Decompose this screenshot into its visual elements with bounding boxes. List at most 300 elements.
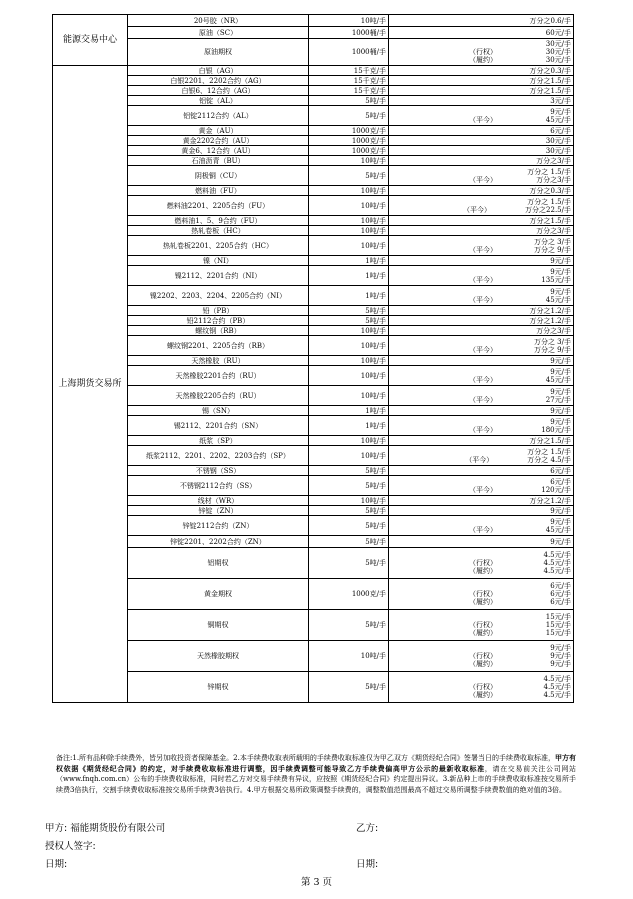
contract-unit-cell: 10吨/手 [309, 336, 389, 356]
fee-value: 9元/手 [550, 287, 571, 296]
contract-unit-cell: 10吨/手 [309, 436, 389, 446]
contract-unit-cell: 15千克/手 [309, 86, 389, 96]
fee-value: 万分之1.2/手 [529, 306, 571, 315]
variety-cell: 燃料油1、5、9合约（FU） [128, 216, 309, 226]
fee-type-label: （平今） [469, 115, 497, 124]
fee-cell [389, 156, 574, 166]
contract-unit-cell: 15千克/手 [309, 66, 389, 76]
fee-line [389, 268, 571, 276]
variety-cell: 铜期权 [128, 610, 309, 641]
table-row [53, 516, 574, 536]
contract-unit-cell: 1000桶/手 [309, 39, 389, 66]
contract-unit-cell: 1000克/手 [309, 136, 389, 146]
fee-line [389, 147, 571, 155]
fee-value: 30元/手 [545, 56, 571, 64]
fee-value: 9元/手 [550, 367, 571, 376]
fee-type-label: （平今） [469, 375, 497, 384]
variety-cell: 锌锭2201、2202合约（ZN） [128, 536, 309, 548]
page-number: 第 3 页 [300, 877, 333, 888]
fee-cell [389, 306, 574, 316]
fee-type-label: （平今） [469, 525, 497, 534]
table-row [53, 136, 574, 146]
fee-cell [389, 466, 574, 476]
table-row [53, 336, 574, 356]
table-row [53, 610, 574, 641]
contract-unit-cell: 5吨/手 [309, 96, 389, 106]
fee-value: 15元/手 [545, 629, 571, 637]
remarks-part-1: 备注:1.所有品种除手续费外，皆另加收投资者保障基金。2.本手续费收取表所载明的手续费收取标准仅为甲乙双方《期货经纪合同》签署当日的手续费收取标准， [56, 754, 555, 762]
fee-cell [389, 356, 574, 366]
variety-cell: 铅（PB） [128, 306, 309, 316]
contract-unit-cell: 5吨/手 [309, 516, 389, 536]
fee-line [389, 538, 571, 546]
fee-line [389, 157, 571, 165]
fee-value: 万分之 9/手 [533, 245, 571, 254]
fee-cell [389, 366, 574, 386]
table-row [53, 386, 574, 406]
fee-type-label: （行权） [469, 48, 497, 56]
fee-line [389, 396, 571, 404]
contract-unit-cell: 5吨/手 [309, 506, 389, 516]
fee-line [389, 48, 571, 56]
fee-type-label: （平今） [469, 425, 497, 434]
fee-line [389, 56, 571, 64]
fee-cell [389, 316, 574, 326]
fee-line [389, 276, 571, 284]
fee-line [389, 467, 571, 475]
fee-cell [389, 66, 574, 76]
table-row [53, 416, 574, 436]
fee-value: 4.5元/手 [543, 675, 571, 683]
fee-line [389, 613, 571, 621]
fee-cell [389, 536, 574, 548]
table-row [53, 466, 574, 476]
party-a-label: 甲方: 福能期货股份有限公司 [45, 823, 166, 834]
table-row [53, 86, 574, 96]
variety-cell: 热轧卷板（HC） [128, 226, 309, 236]
fee-line [389, 683, 571, 691]
contract-unit-cell: 10吨/手 [309, 236, 389, 256]
variety-cell: 锌期权 [128, 672, 309, 703]
variety-cell: 原油期权 [128, 39, 309, 66]
fee-value: 6元/手 [550, 590, 571, 598]
fee-value: 万分之 3/手 [533, 337, 571, 346]
contract-unit-cell: 5吨/手 [309, 316, 389, 326]
fee-value: 15元/手 [545, 621, 571, 629]
variety-cell: 锡（SN） [128, 406, 309, 416]
fee-value: 27元/手 [545, 395, 571, 404]
fee-cell [389, 286, 574, 306]
fee-value: 9元/手 [550, 537, 571, 546]
variety-cell: 天然橡胶（RU） [128, 356, 309, 366]
fee-cell [389, 641, 574, 672]
fee-line [389, 582, 571, 590]
variety-cell: 燃料油2201、2205合约（FU） [128, 196, 309, 216]
fee-type-label: （履约） [469, 56, 497, 64]
variety-cell: 锌锭2112合约（ZN） [128, 516, 309, 536]
exchange-cell: 能源交易中心 [53, 15, 128, 66]
fee-value: 万分之0.3/手 [529, 66, 571, 75]
fee-line [389, 621, 571, 629]
contract-unit-cell: 1吨/手 [309, 266, 389, 286]
fee-line [389, 497, 571, 505]
variety-cell: 燃料油（FU） [128, 186, 309, 196]
fee-cell [389, 672, 574, 703]
table-row [53, 326, 574, 336]
fee-cell [389, 96, 574, 106]
variety-cell: 热轧卷板2201、2205合约（HC） [128, 236, 309, 256]
fee-type-label: （行权） [469, 683, 497, 691]
fee-line [389, 327, 571, 335]
fee-cell [389, 506, 574, 516]
fee-line [389, 559, 571, 567]
fee-line [389, 567, 571, 575]
variety-cell: 不锈钢2112合约（SS） [128, 476, 309, 496]
fee-value: 万分之0.6/手 [529, 16, 571, 25]
fee-value: 9元/手 [550, 417, 571, 426]
fee-line [389, 691, 571, 699]
table-row [53, 306, 574, 316]
table-row [53, 536, 574, 548]
fee-value: 9元/手 [550, 644, 571, 652]
fee-value: 万分之3/手 [536, 175, 571, 184]
variety-cell: 阴极铜（CU） [128, 166, 309, 186]
fee-value: 30元/手 [545, 146, 571, 155]
table-row [53, 146, 574, 156]
fee-value: 万分之22.5/手 [525, 205, 571, 214]
table-row [53, 356, 574, 366]
fee-value: 4.5元/手 [543, 683, 571, 691]
fee-line [389, 217, 571, 225]
variety-cell: 镍2202、2203、2204、2205合约（NI） [128, 286, 309, 306]
variety-cell: 天然橡胶2201合约（RU） [128, 366, 309, 386]
contract-unit-cell: 1000桶/手 [309, 27, 389, 39]
contract-unit-cell: 5吨/手 [309, 536, 389, 548]
table-row [53, 476, 574, 496]
fee-value: 9元/手 [550, 406, 571, 415]
fee-line [389, 660, 571, 668]
fee-type-label: （平今） [469, 345, 497, 354]
table-row [53, 126, 574, 136]
fee-cell [389, 386, 574, 406]
contract-unit-cell: 1000克/手 [309, 146, 389, 156]
fee-line [389, 29, 571, 37]
variety-cell: 铝锭2112合约（AL） [128, 106, 309, 126]
fee-cell [389, 516, 574, 536]
fee-cell [389, 496, 574, 506]
contract-unit-cell: 5吨/手 [309, 166, 389, 186]
fee-type-label: （平今） [469, 245, 497, 254]
fee-type-label: （平今） [463, 205, 492, 214]
fee-cell [389, 27, 574, 39]
exchange-cell: 上海期货交易所 [53, 66, 128, 703]
fee-value: 6元/手 [550, 598, 571, 606]
variety-cell: 纸浆2112、2201、2202、2203合约（SP） [128, 446, 309, 466]
fee-cell [389, 226, 574, 236]
fee-value: 30元/手 [545, 40, 571, 48]
contract-unit-cell: 5吨/手 [309, 610, 389, 641]
fee-cell [389, 236, 574, 256]
fee-value: 万分之1.5/手 [529, 76, 571, 85]
table-row [53, 316, 574, 326]
fee-value: 9元/手 [550, 517, 571, 526]
fee-value: 9元/手 [550, 652, 571, 660]
table-row [53, 39, 574, 66]
fee-cell [389, 406, 574, 416]
table-row [53, 286, 574, 306]
contract-unit-cell: 10吨/手 [309, 366, 389, 386]
fee-value: 9元/手 [550, 660, 571, 668]
variety-cell: 不锈钢（SS） [128, 466, 309, 476]
fee-value: 万分之1.2/手 [529, 496, 571, 505]
fee-value: 万分之1.5/手 [529, 216, 571, 225]
fee-type-label: （履约） [469, 629, 497, 637]
fee-value: 9元/手 [550, 506, 571, 515]
fee-value: 120元/手 [541, 485, 571, 494]
contract-unit-cell: 5吨/手 [309, 672, 389, 703]
contract-unit-cell: 5吨/手 [309, 466, 389, 476]
fee-cell [389, 106, 574, 126]
fee-type-label: （履约） [469, 598, 497, 606]
fee-value: 4.5元/手 [543, 691, 571, 699]
fee-line [389, 227, 571, 235]
fee-cell [389, 476, 574, 496]
fee-line [389, 87, 571, 95]
contract-unit-cell: 1吨/手 [309, 406, 389, 416]
fee-cell [389, 196, 574, 216]
fee-cell [389, 126, 574, 136]
contract-unit-cell: 10吨/手 [309, 15, 389, 27]
variety-cell: 黄金期权 [128, 579, 309, 610]
contract-unit-cell: 10吨/手 [309, 156, 389, 166]
contract-unit-cell: 10吨/手 [309, 496, 389, 506]
fee-value: 4.5元/手 [543, 567, 571, 575]
contract-unit-cell: 1吨/手 [309, 416, 389, 436]
fee-cell [389, 436, 574, 446]
fee-cell [389, 416, 574, 436]
fee-value: 9元/手 [550, 107, 571, 116]
fee-line [389, 288, 571, 296]
table-row [53, 548, 574, 579]
variety-cell: 石油沥青（BU） [128, 156, 309, 166]
fee-line [389, 448, 571, 456]
table-row [53, 166, 574, 186]
fee-type-label: （行权） [469, 621, 497, 629]
fee-type-label: （行权） [469, 590, 497, 598]
variety-cell: 白银2201、2202合约（AG） [128, 76, 309, 86]
contract-unit-cell: 10吨/手 [309, 326, 389, 336]
variety-cell: 纸浆（SP） [128, 436, 309, 446]
fee-value: 45元/手 [545, 295, 571, 304]
fee-line [389, 368, 571, 376]
fee-value: 4.5元/手 [543, 551, 571, 559]
fee-line [389, 307, 571, 315]
table-row [53, 506, 574, 516]
fee-value: 15元/手 [545, 613, 571, 621]
contract-unit-cell: 10吨/手 [309, 641, 389, 672]
fee-cell [389, 15, 574, 27]
fee-line [389, 652, 571, 660]
fee-line [389, 40, 571, 48]
fee-cell [389, 166, 574, 186]
fee-cell [389, 610, 574, 641]
contract-unit-cell: 1吨/手 [309, 286, 389, 306]
table-row [53, 96, 574, 106]
variety-cell: 锡2112、2201合约（SN） [128, 416, 309, 436]
fee-value: 万分之 1.5/手 [527, 167, 571, 176]
contract-unit-cell: 10吨/手 [309, 446, 389, 466]
variety-cell: 黄金6、12合约（AU） [128, 146, 309, 156]
fee-line [389, 198, 571, 206]
table-row [53, 366, 574, 386]
variety-cell: 锌锭（ZN） [128, 506, 309, 516]
fee-value: 30元/手 [545, 136, 571, 145]
fee-value: 9元/手 [550, 267, 571, 276]
remarks-part-3: ，请在交易前关注公司网站（www.fnqh.com.cn）公布的手续费收取标准，同时若乙方对交易手续费有异议，应按照《期货经纪合同》约定提出异议。3.新品种上市的手续费收取标准按交易所手续费3倍执行，交割手续费收取标准按交易所手续费3倍执行。4.甲方根据交易所政策调整手续费的，调整数值范围最高不超过交易所调整手续费数值的绝对值的3倍。 [56, 764, 577, 794]
fee-line [389, 17, 571, 25]
fee-value: 9元/手 [550, 256, 571, 265]
variety-cell: 白银6、12合约（AG） [128, 86, 309, 96]
variety-cell: 铝期权 [128, 548, 309, 579]
contract-unit-cell: 10吨/手 [309, 356, 389, 366]
party-b-date-label: 日期: [356, 859, 379, 870]
fee-line [389, 338, 571, 346]
fee-type-label: （平今） [469, 485, 497, 494]
fee-line [389, 407, 571, 415]
fee-type-label: （履约） [469, 567, 497, 575]
fee-line [389, 317, 571, 325]
table-row [53, 66, 574, 76]
fee-line [389, 526, 571, 534]
authorized-signature-label: 授权人签字: [45, 841, 96, 852]
fee-value: 万分之 4.5/手 [527, 455, 571, 464]
fee-value: 180元/手 [541, 425, 571, 434]
fee-line [389, 137, 571, 145]
fee-type-label: （履约） [469, 691, 497, 699]
table-row [53, 15, 574, 27]
fee-value: 4.5元/手 [543, 559, 571, 567]
table-row [53, 436, 574, 446]
fee-line [389, 486, 571, 494]
fee-table [52, 14, 574, 703]
variety-cell: 铝锭（AL） [128, 96, 309, 106]
fee-line [389, 168, 571, 176]
fee-cell [389, 136, 574, 146]
variety-cell: 天然橡胶期权 [128, 641, 309, 672]
fee-cell [389, 86, 574, 96]
variety-cell: 黄金（AU） [128, 126, 309, 136]
fee-value: 万分之 3/手 [533, 237, 571, 246]
fee-value: 45元/手 [545, 375, 571, 384]
fee-line [389, 598, 571, 606]
fee-cell [389, 446, 574, 466]
fee-value: 万分之 1.5/手 [527, 197, 571, 206]
remarks [56, 753, 576, 795]
variety-cell: 白银（AG） [128, 66, 309, 76]
fee-type-label: （履约） [469, 660, 497, 668]
contract-unit-cell: 1000克/手 [309, 126, 389, 136]
variety-cell: 黄金2202合约（AU） [128, 136, 309, 146]
table-row [53, 76, 574, 86]
fee-value: 6元/手 [550, 126, 571, 135]
variety-cell: 镍2112、2201合约（NI） [128, 266, 309, 286]
table-row [53, 156, 574, 166]
variety-cell: 镍（NI） [128, 256, 309, 266]
fee-line [389, 238, 571, 246]
variety-cell: 天然橡胶2205合约（RU） [128, 386, 309, 406]
fee-cell [389, 39, 574, 66]
fee-cell [389, 266, 574, 286]
fee-line [389, 187, 571, 195]
table-row [53, 406, 574, 416]
fee-value: 万分之3/手 [536, 156, 571, 165]
contract-unit-cell: 5吨/手 [309, 106, 389, 126]
fee-line [389, 518, 571, 526]
fee-line [389, 176, 571, 184]
fee-line [389, 426, 571, 434]
fee-line [389, 590, 571, 598]
fee-line [389, 629, 571, 637]
fee-value: 万分之1.5/手 [529, 86, 571, 95]
contract-unit-cell: 10吨/手 [309, 226, 389, 236]
fee-value: 30元/手 [545, 48, 571, 56]
fee-value: 45元/手 [545, 115, 571, 124]
fee-line [389, 116, 571, 124]
fee-value: 万分之1.2/手 [529, 316, 571, 325]
contract-unit-cell: 5吨/手 [309, 548, 389, 579]
fee-line [389, 246, 571, 254]
fee-cell [389, 579, 574, 610]
fee-line [389, 478, 571, 486]
contract-unit-cell: 10吨/手 [309, 386, 389, 406]
party-b-label: 乙方: [356, 823, 379, 834]
contract-unit-cell: 10吨/手 [309, 186, 389, 196]
table-row [53, 256, 574, 266]
fee-value: 60元/手 [545, 28, 571, 37]
fee-table-body [53, 15, 574, 703]
fee-cell [389, 146, 574, 156]
party-a-date-label: 日期: [45, 859, 68, 870]
fee-line [389, 257, 571, 265]
contract-unit-cell: 1000克/手 [309, 579, 389, 610]
fee-line [389, 376, 571, 384]
fee-line [389, 456, 571, 464]
table-row [53, 196, 574, 216]
fee-line [389, 206, 571, 214]
contract-unit-cell: 5吨/手 [309, 476, 389, 496]
fee-value: 万分之1.5/手 [529, 436, 571, 445]
fee-type-label: （平今） [465, 455, 494, 464]
variety-cell: 螺纹钢2201、2205合约（RB） [128, 336, 309, 356]
fee-line [389, 357, 571, 365]
fee-line [389, 346, 571, 354]
fee-type-label: （行权） [469, 652, 497, 660]
fee-line [389, 551, 571, 559]
fee-line [389, 388, 571, 396]
fee-line [389, 418, 571, 426]
contract-unit-cell: 10吨/手 [309, 196, 389, 216]
fee-line [389, 644, 571, 652]
remarks-part-2-bold: 甲方有权依据《期货经纪合同》的约定，对手续费收取标准进行调整，因手续费调整可能导致乙方手续费偏高甲方公示的最新收取标准 [56, 753, 577, 773]
fee-cell [389, 76, 574, 86]
fee-cell [389, 336, 574, 356]
table-row [53, 672, 574, 703]
fee-line [389, 296, 571, 304]
fee-line [389, 108, 571, 116]
fee-value: 3元/手 [550, 96, 571, 105]
fee-value: 万分之0.3/手 [529, 186, 571, 195]
fee-value: 6元/手 [550, 477, 571, 486]
